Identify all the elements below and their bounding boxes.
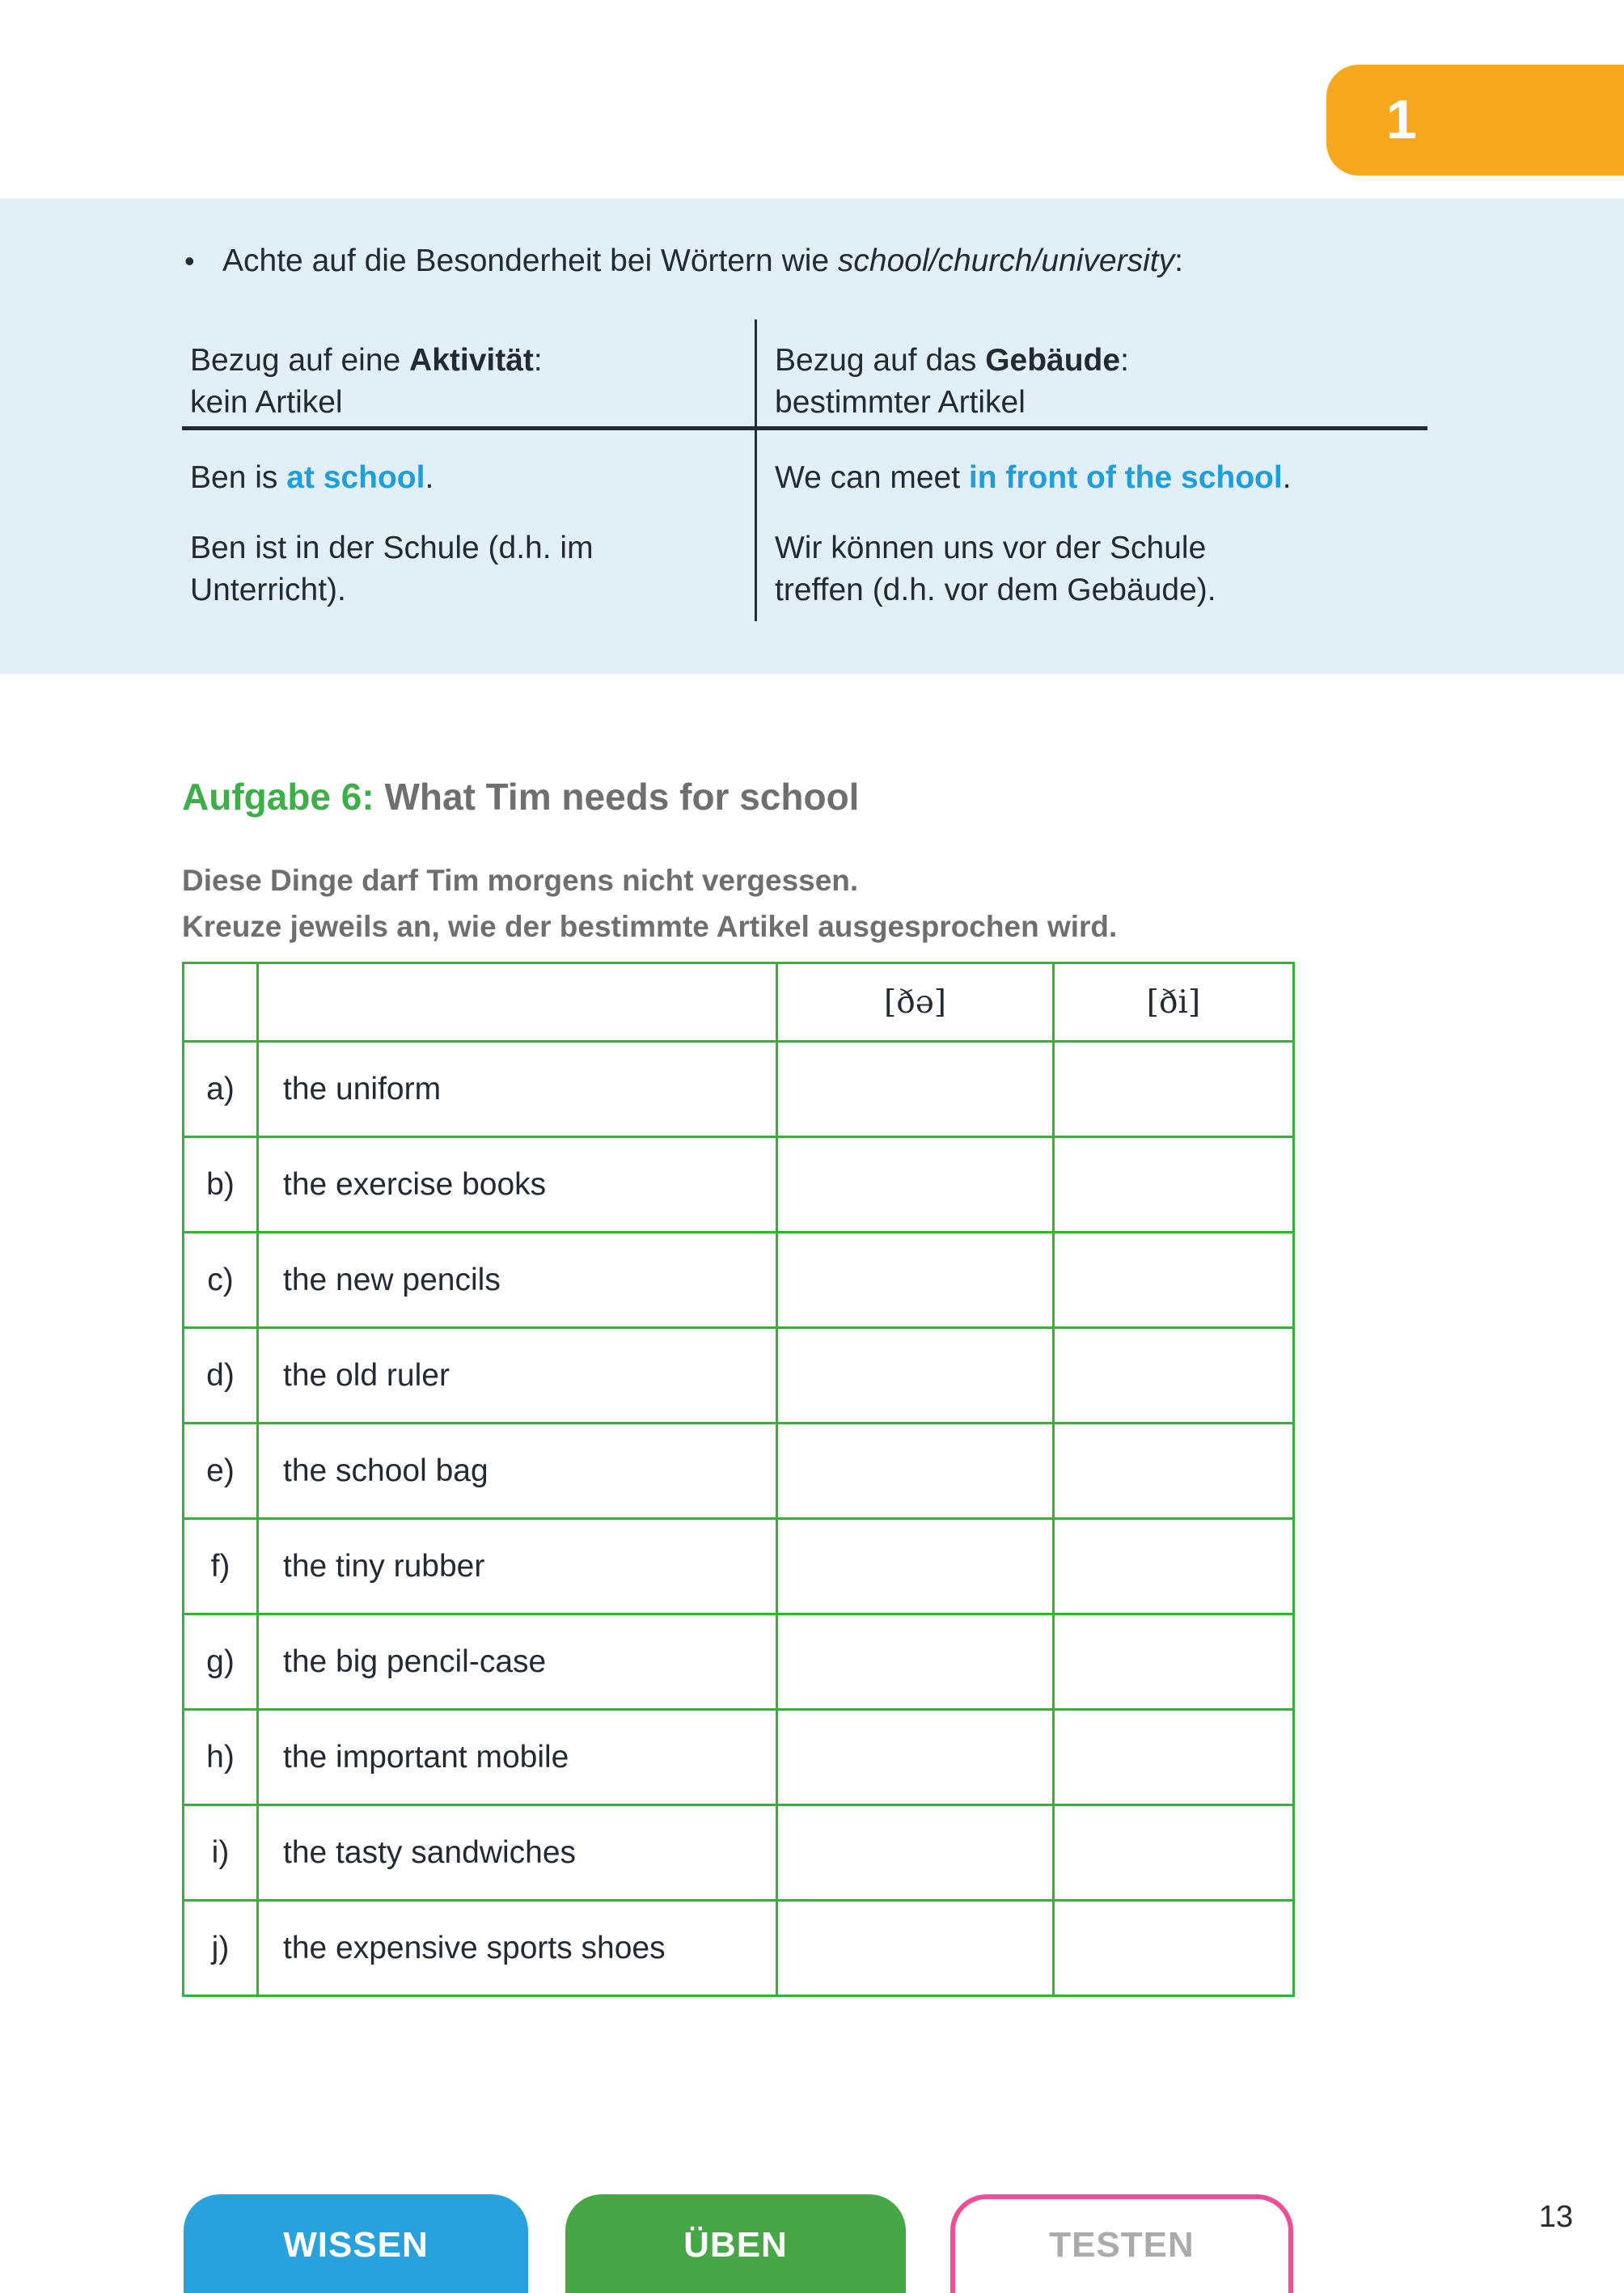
table-row [184, 1137, 1294, 1233]
table-row [184, 1424, 1294, 1519]
row-item: the old ruler [258, 1328, 777, 1424]
header-empty-item [258, 963, 777, 1042]
answer-cell-schwa[interactable] [777, 1710, 1054, 1805]
page-number: 13 [1538, 2200, 1573, 2234]
answer-cell-i[interactable] [1054, 1042, 1294, 1137]
bullet-icon: • [184, 244, 195, 277]
wissen-button[interactable]: WISSEN [184, 2194, 528, 2293]
row-label: f) [184, 1519, 258, 1614]
row-label: j) [184, 1901, 258, 1996]
comparison-right-translation: Wir können uns vor der Schule treffen (d.h. vor dem Gebäude). [775, 531, 1216, 607]
answer-cell-schwa[interactable] [777, 1805, 1054, 1901]
row-item: the big pencil-case [258, 1614, 777, 1710]
row-item: the tiny rubber [258, 1519, 777, 1614]
table-row [184, 1614, 1294, 1710]
testen-button[interactable]: TESTEN [950, 2194, 1293, 2293]
answer-cell-i[interactable] [1054, 1805, 1294, 1901]
table-row [184, 1901, 1294, 1996]
comparison-left-header: Bezug auf eine Aktivität: kein Artikel [190, 343, 543, 420]
table-row [184, 1233, 1294, 1328]
chapter-number-tab: 1 [1326, 65, 1624, 176]
row-label: h) [184, 1710, 258, 1805]
row-label: a) [184, 1042, 258, 1137]
answer-cell-schwa[interactable] [777, 1233, 1054, 1328]
answer-cell-schwa[interactable] [777, 1137, 1054, 1233]
grammar-info-box [0, 198, 1624, 674]
task-number-label: Aufgabe 6: [182, 776, 374, 818]
answer-cell-schwa[interactable] [777, 1519, 1054, 1614]
row-label: b) [184, 1137, 258, 1233]
answer-cell-i[interactable] [1054, 1614, 1294, 1710]
comparison-right-header: Bezug auf das Gebäude: bestimmter Artikel [775, 343, 1129, 420]
table-row [184, 1710, 1294, 1805]
row-item: the exercise books [258, 1137, 777, 1233]
answer-cell-schwa[interactable] [777, 1328, 1054, 1424]
task-heading [182, 776, 859, 817]
answer-cell-i[interactable] [1054, 1233, 1294, 1328]
grammar-note [184, 240, 1478, 282]
header-the-i: [ði] [1054, 963, 1294, 1042]
table-row [184, 1042, 1294, 1137]
answer-cell-schwa[interactable] [777, 1042, 1054, 1137]
answer-cell-schwa[interactable] [777, 1424, 1054, 1519]
task-instructions: Diese Dinge darf Tim morgens nicht vergessen. Kreuze jeweils an, wie der bestimmte Artikel ausgesprochen wird. [182, 864, 1118, 943]
row-item: the tasty sandwiches [258, 1805, 777, 1901]
table-row [184, 1519, 1294, 1614]
row-label: e) [184, 1424, 258, 1519]
answer-cell-i[interactable] [1054, 1710, 1294, 1805]
comparison-divider [755, 319, 757, 621]
row-label: i) [184, 1805, 258, 1901]
row-item: the expensive sports shoes [258, 1901, 777, 1996]
ueben-button[interactable]: ÜBEN [565, 2194, 906, 2293]
answer-cell-i[interactable] [1054, 1137, 1294, 1233]
task-title: What Tim needs for school [374, 776, 860, 818]
comparison-left-translation: Ben ist in der Schule (d.h. im Unterricht). [190, 531, 594, 607]
row-item: the uniform [258, 1042, 777, 1137]
answer-cell-schwa[interactable] [777, 1614, 1054, 1710]
row-item: the school bag [258, 1424, 777, 1519]
row-item: the important mobile [258, 1710, 777, 1805]
row-item: the new pencils [258, 1233, 777, 1328]
header-the-schwa: [ðə] [777, 963, 1054, 1042]
table-row [184, 1328, 1294, 1424]
answer-cell-schwa[interactable] [777, 1901, 1054, 1996]
grammar-note-text: Achte auf die Besonderheit bei Wörtern wie school/church/university: [222, 243, 1183, 278]
answer-cell-i[interactable] [1054, 1519, 1294, 1614]
table-header-row [184, 963, 1294, 1042]
answer-cell-i[interactable] [1054, 1328, 1294, 1424]
row-label: d) [184, 1328, 258, 1424]
comparison-left-example: Ben is at school. [190, 460, 434, 495]
answer-cell-i[interactable] [1054, 1424, 1294, 1519]
comparison-header-rule [182, 426, 1427, 430]
header-empty-label [184, 963, 258, 1042]
answer-cell-i[interactable] [1054, 1901, 1294, 1996]
pronunciation-table [182, 962, 1295, 1997]
row-label: g) [184, 1614, 258, 1710]
comparison-right-example: We can meet in front of the school. [775, 460, 1292, 495]
row-label: c) [184, 1233, 258, 1328]
table-row [184, 1805, 1294, 1901]
